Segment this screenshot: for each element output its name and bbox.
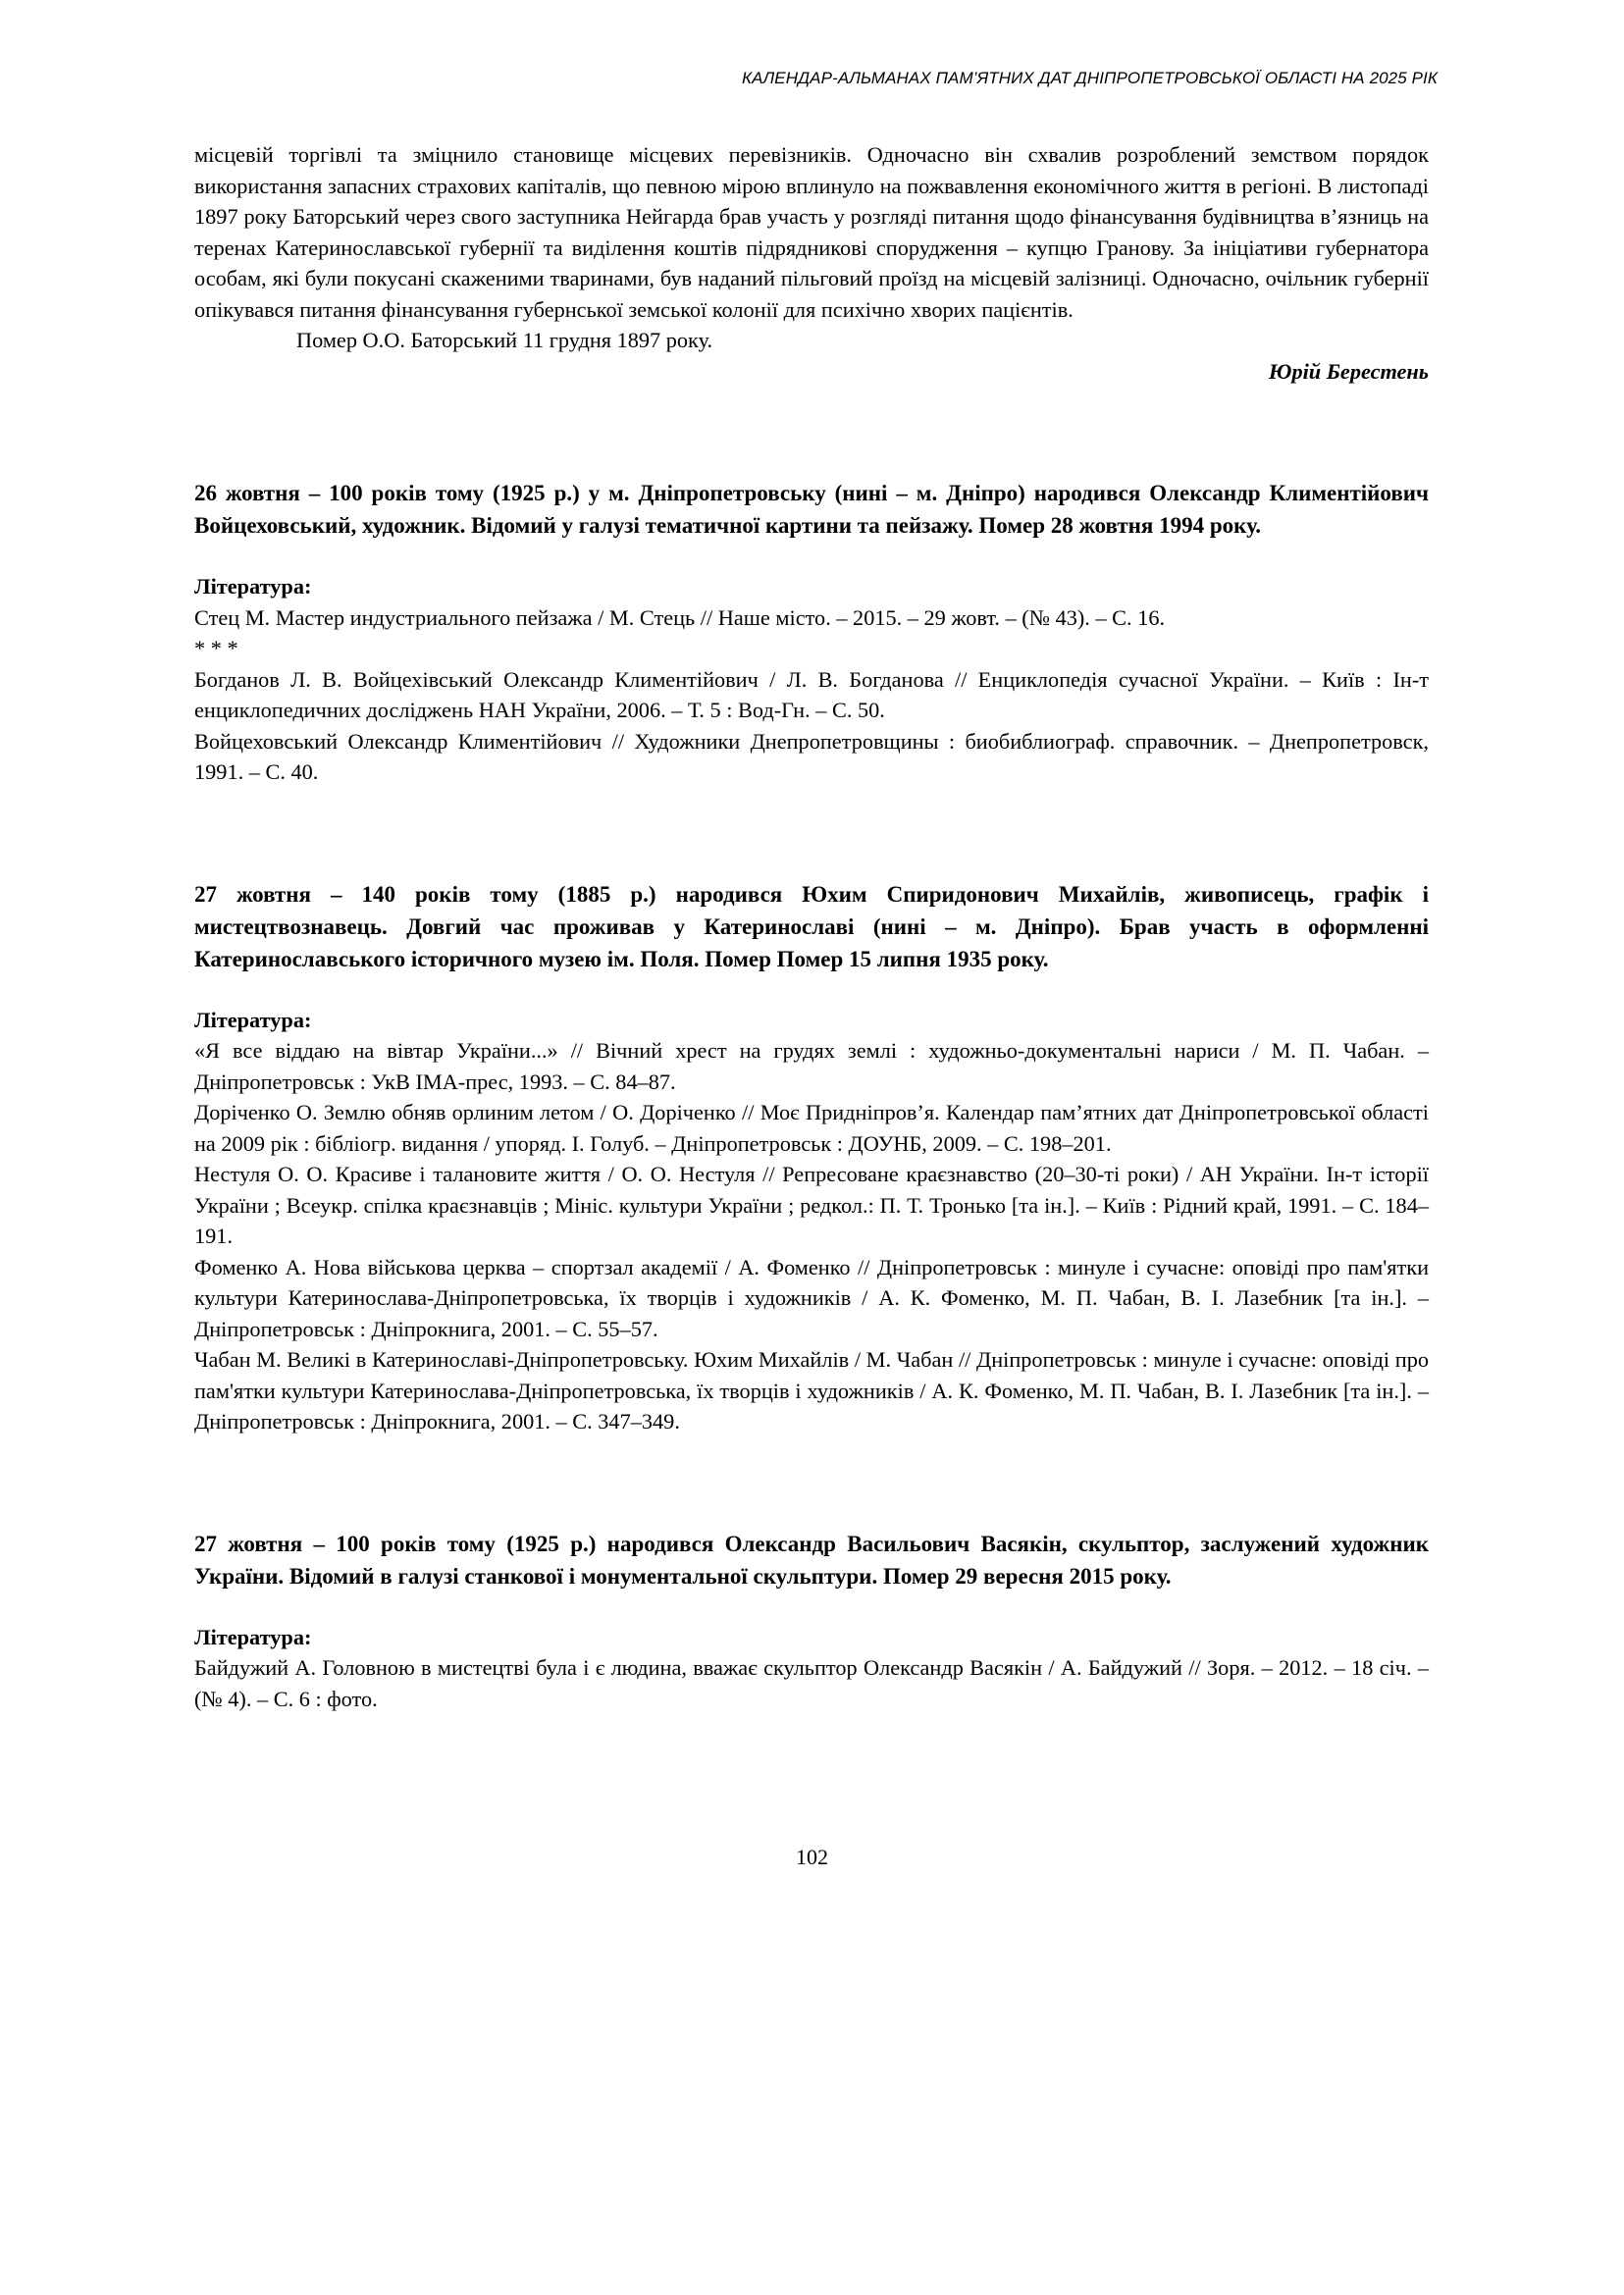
entry-mykhailiv — [194, 878, 1429, 1437]
spacer — [194, 788, 1429, 878]
entry-voitsekhovskyi — [194, 477, 1429, 788]
literature-separator: * * * — [194, 636, 238, 660]
spacer — [194, 1592, 1429, 1622]
event-heading: 27 жовтня – 100 років тому (1925 р.) народився Олександр Васильович Васякін, скульптор, заслужений художник України. Відомий в галузі станкової і монументальної скульптури. Помер 29 вересня 2015 року. — [194, 1531, 1429, 1589]
entry-vasiakin — [194, 1528, 1429, 1715]
event-heading: 27 жовтня – 140 років тому (1885 р.) народився Юхим Спиридонович Михайлів, живописець, графік і мистецтвознавець. Довгий час проживав у Катеринославі (нині – м. Дніпро). Брав участь в оформленні Катеринославського історичного музею ім. Поля. Помер Помер 15 липня 1935 року. — [194, 881, 1429, 971]
literature-item: Войцеховський Олександр Климентійович // Художники Днепропетровщины : биобиблиограф. справочник. – Днепропетровск, 1991. – С. 40. — [194, 728, 1429, 784]
literature-item: Фоменко А. Нова військова церква – спортзал академії / А. Фоменко // Дніпропетровськ : минуле і сучасне: оповіді про пам'ятки культури Катеринослава-Дніпропетровська, їх творців і художників / А. К. Фоменко, М. П. Чабан, В. І. Лазебник [та ін.]. – Дніпропетровськ : Дніпрокнига, 2001. – С. 55–57. — [194, 1254, 1429, 1341]
spacer — [194, 542, 1429, 571]
literature-item: Чабан М. Великі в Катеринославі-Дніпропетровську. Юхим Михайлів / М. Чабан // Дніпропетровськ : минуле і сучасне: оповіді про пам'ятки культури Катеринослава-Дніпропетровська, їх творців і художників / А. К. Фоменко, М. П. Чабан, В. І. Лазебник [та ін.]. – Дніпропетровськ : Дніпрокнига, 2001. – С. 347–349. — [194, 1347, 1429, 1434]
literature-item: Доріченко О. Землю обняв орлиним летом / О. Доріченко // Моє Придніпров’я. Календар пам’ятних дат Дніпропетровської області на 2009 рік : бібліогр. видання / упоряд. І. Голуб. – Дніпропетровськ : ДОУНБ, 2009. – С. 198–201. — [194, 1100, 1429, 1156]
event-heading: 26 жовтня – 100 років тому (1925 р.) у м. Дніпропетровську (нині – м. Дніпро) народився Олександр Климентійович Войцеховський, художник. Відомий у галузі тематичної картини та пейзажу. Помер 28 жовтня 1994 року. — [194, 481, 1429, 538]
page-content — [194, 139, 1429, 1714]
literature-item: Богданов Л. В. Войцехівський Олександр Климентійович / Л. В. Богданова // Енциклопедія сучасної України. – Київ : Ін-т енциклопедичних досліджень НАН України, 2006. – Т. 5 : Вод-Гн. – С. 50. — [194, 666, 1429, 722]
literature-list — [194, 602, 1429, 788]
literature-item: Стец М. Мастер индустриального пейзажа / М. Стець // Наше місто. – 2015. – 29 жовт. – (№ 43). – С. 16. — [194, 604, 1166, 630]
spacer — [194, 387, 1429, 477]
literature-item: «Я все віддаю на вівтар України...» // Вічний хрест на грудях землі : художньо-документальні нариси / М. П. Чабан. – Дніпропетровськ : УкВ ІМА-прес, 1993. – С. 84–87. — [194, 1038, 1429, 1094]
literature-heading: Література: — [194, 1007, 312, 1032]
intro-death-line: Помер О.О. Баторський 11 грудня 1897 року. — [296, 328, 713, 352]
literature-heading: Література: — [194, 574, 312, 599]
intro-paragraph: місцевій торгівлі та зміцнило становище місцевих перевізників. Одночасно він схвалив розроблений земством порядок використання запасних страхових капіталів, що певною мірою вплинуло на пожвавлення економічного життя в регіоні. В листопаді 1897 року Баторський через свого заступника Нейгарда брав участь у розгляді питання щодо фінансування будівництва в’язниць на теренах Катеринославської губернії та виділення коштів підрядникові спорудження – купцю Гранову. За ініціативи губернатора особам, які були покусані скаженими тваринами, був наданий пільговий проїзд на місцевій залізниці. Одночасно, очільник губернії опікувався питання фінансування губернської земської колонії для психічно хворих пацієнтів. — [194, 142, 1429, 322]
literature-item: Нестуля О. О. Красиве і талановите життя / О. О. Нестуля // Репресоване краєзнавство (20–30-ті роки) / АН України. Ін-т історії України ; Всеукр. спілка краєзнавців ; Мініс. культури України ; редкол.: П. Т. Тронько [та ін.]. – Київ : Рідний край, 1991. – С. 184–191. — [194, 1162, 1429, 1248]
literature-list — [194, 1652, 1429, 1714]
running-header: КАЛЕНДАР-АЛЬМАНАХ ПАМ’ЯТНИХ ДАТ ДНІПРОПЕТРОВСЬКОЇ ОБЛАСТІ НА 2025 РІК — [741, 69, 1438, 87]
literature-item: Байдужий А. Головною в мистецтві була і є людина, вважає скульптор Олександр Васякін / А. Байдужий // Зоря. – 2012. – 18 січ. – (№ 4). – С. 6 : фото. — [194, 1655, 1429, 1711]
literature-heading: Література: — [194, 1624, 312, 1649]
spacer — [194, 975, 1429, 1005]
article-author: Юрій Берестень — [1268, 358, 1429, 384]
literature-list — [194, 1035, 1429, 1437]
page-number: 102 — [796, 1845, 828, 1869]
spacer — [194, 1437, 1429, 1528]
